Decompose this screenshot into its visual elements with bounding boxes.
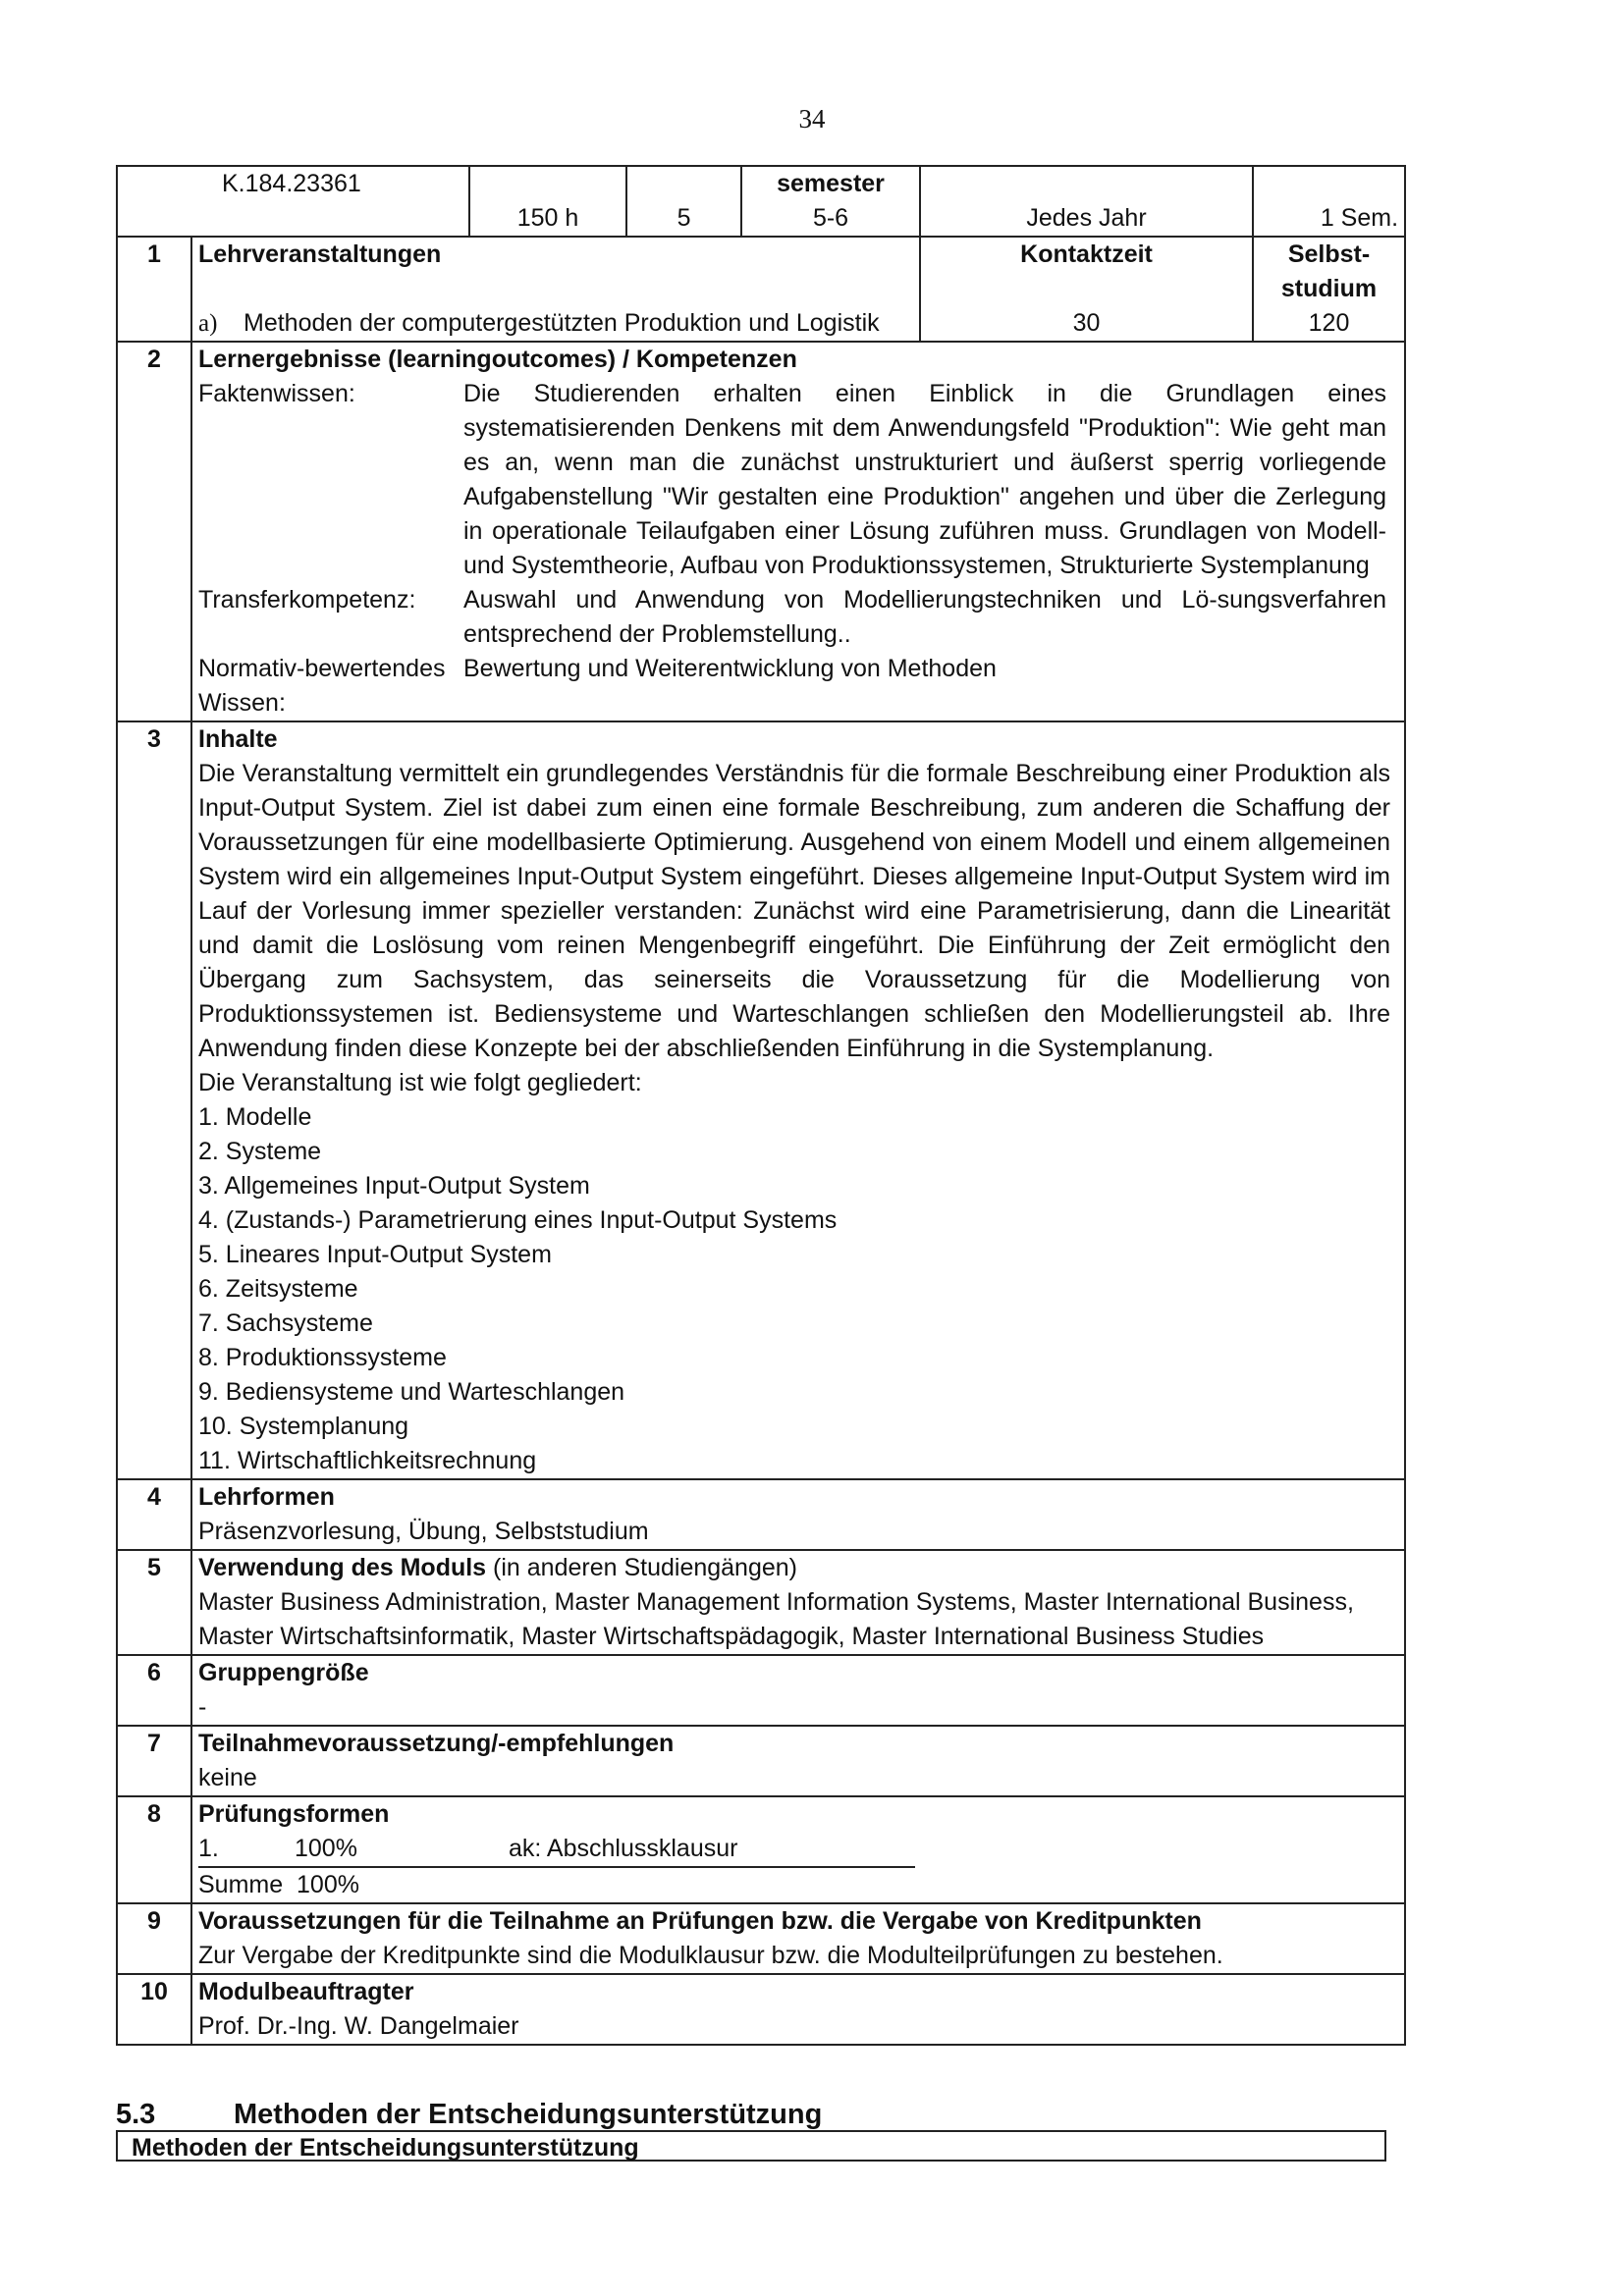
exam-item-percent: 100%: [295, 1835, 357, 1862]
module-sheet: [116, 165, 1404, 2046]
group-size-text: -: [198, 1693, 207, 1721]
row-verwendung: [117, 1550, 1405, 1655]
row-number: 1: [117, 237, 191, 342]
normative-label: Normativ-bewertendes Wissen:: [198, 655, 446, 717]
transfer-label: Transferkompetenz:: [198, 586, 416, 614]
course-line: [198, 306, 913, 341]
row-number: 10: [117, 1974, 191, 2045]
row-gruppengroesse: [117, 1655, 1405, 1726]
list-item: 7. Sachsysteme: [198, 1309, 373, 1337]
list-item: 11. Wirtschaftlichkeitsrechnung: [198, 1447, 537, 1474]
row-title: [198, 1551, 1398, 1585]
courses-cell: [191, 237, 920, 342]
normative-knowledge: [198, 652, 1386, 721]
list-item: 5. Lineares Input-Output System: [198, 1241, 552, 1268]
usage-title-suffix: (in anderen Studiengängen): [486, 1554, 798, 1581]
contents-list: [198, 1100, 1390, 1478]
exam-prereq-text: Zur Vergabe der Kreditpunkte sind die Modulklausur bzw. die Modulteilprüfungen zu bestehen.: [198, 1942, 1223, 1969]
contents-text: Die Veranstaltung vermittelt ein grundlegendes Verständnis für die formale Beschreibung einer Produktion als Input-Output System. Ziel ist dabei zum einen eine formale Beschreibung, zum anderen die Schaffung der Voraussetzungen für eine modellbasierte Optimierung. Ausgehend von einem Modell und einem allgemeinen System wird ein allgemeines Input-Output System eingeführt. Dieses allgemeine Input-Output System wird im Lauf der Vorlesung immer spezieller verstanden: Zunächst wird eine Parametrisierung, dann die Linearität und damit die Loslösung vom reinen Mengenbegriff eingeführt. Die Einführung der Zeit ermöglicht den Übergang zum Sachsystem, das seinerseits die Voraussetzung für die Modellierung von Produktionssystemen ist. Bediensysteme und Warteschlangen schließen den Modellierungsteil ab. Ihre Anwendung finden diese Konzepte bei der abschließenden Einführung in die Systemplanung.: [198, 760, 1391, 1062]
list-item: 10. Systemplanung: [198, 1413, 409, 1440]
list-item: 2. Systeme: [198, 1138, 322, 1165]
exam-sum: Summe 100%: [198, 1871, 359, 1898]
row-lehrformen: [117, 1479, 1405, 1550]
credits: 5: [626, 166, 741, 237]
list-item: 8. Produktionssysteme: [198, 1344, 447, 1371]
row-title: Modulbeauftragter: [198, 1978, 414, 2005]
module-table: [116, 165, 1406, 2046]
semester-cell: [741, 166, 920, 237]
module-title-box: Methoden der Entscheidungsunterstützung: [116, 2130, 1386, 2162]
list-item: 6. Zeitsysteme: [198, 1275, 358, 1303]
module-header-row: [117, 166, 1405, 237]
list-item: 1. Modelle: [198, 1103, 312, 1131]
course-name: Methoden der computergestützten Produktion und Logistik: [244, 309, 880, 337]
usage-cell: [191, 1550, 1405, 1655]
exam-item: [198, 1832, 915, 1868]
semester-value: 5-6: [812, 204, 849, 232]
transfer-competence: [198, 583, 1386, 652]
row-title: Teilnahmevoraussetzung/-empfehlungen: [198, 1730, 675, 1757]
row-number: 3: [117, 721, 191, 1479]
row-inhalte: [117, 721, 1405, 1479]
row-number: 2: [117, 342, 191, 721]
row-title: Lehrformen: [198, 1483, 335, 1511]
contact-label: Kontaktzeit: [1020, 240, 1153, 268]
row-number: 5: [117, 1550, 191, 1655]
row-title: Prüfungsformen: [198, 1800, 390, 1828]
row-number: 6: [117, 1655, 191, 1726]
row-title: Gruppengröße: [198, 1659, 369, 1686]
transfer-text: Auswahl und Anwendung von Modellierungstechniken und Lö-sungsverfahren entsprechend der Problemstellung..: [463, 586, 1387, 648]
section-number: 5.3: [116, 2099, 156, 2130]
contents-cell: [191, 721, 1405, 1479]
self-study-value: 120: [1308, 309, 1350, 337]
module-code: K.184.23361: [117, 166, 469, 237]
prerequisites-cell: [191, 1726, 1405, 1796]
contents-intro: Die Veranstaltung ist wie folgt gegliedert:: [198, 1069, 642, 1096]
exam-prereq-cell: [191, 1903, 1405, 1974]
frequency: Jedes Jahr: [920, 166, 1253, 237]
row-voraussetzungen-pruefung: [117, 1903, 1405, 1974]
fact-knowledge: [198, 377, 1386, 583]
section-heading: [116, 2099, 822, 2131]
list-item: 3. Allgemeines Input-Output System: [198, 1172, 590, 1200]
row-teilnahmevoraussetzung: [117, 1726, 1405, 1796]
row-title: Lernergebnisse (learningoutcomes) / Kompetenzen: [198, 346, 797, 373]
fact-label: Faktenwissen:: [198, 380, 355, 407]
page-number: 34: [798, 104, 826, 133]
fact-text: Die Studierenden erhalten einen Einblick in die Grundlagen eines systematisierenden Denkens mit dem Anwendungsfeld "Produktion": Wie geht man es an, wenn man die zunächst unstrukturiert und äußerst sperrig vorliegende Aufgabenstellung "Wir gestalten eine Produktion" angehen und über die Zerlegung in operationale Teilaufgaben einer Lösung zuführen muss. Grundlagen von Modell- und Systemtheorie, Aufbau von Produktionssystemen, Strukturierte Systemplanung: [463, 380, 1387, 579]
prerequisites-text: keine: [198, 1764, 257, 1791]
module-lead-text: Prof. Dr.-Ing. W. Dangelmaier: [198, 2012, 519, 2040]
usage-text: Master Business Administration, Master Management Information Systems, Master International Business, Master Wirtschaftsinformatik, Master Wirtschaftspädagogik, Master International Business Studies: [198, 1588, 1354, 1650]
teaching-forms-cell: [191, 1479, 1405, 1550]
normative-text: Bewertung und Weiterentwicklung von Methoden: [463, 655, 997, 682]
row-title: Voraussetzungen für die Teilnahme an Prüfungen bzw. die Vergabe von Kreditpunkten: [198, 1907, 1202, 1935]
section-title: Methoden der Entscheidungsunterstützung: [234, 2099, 823, 2130]
module-lead-cell: [191, 1974, 1405, 2045]
row-number: 4: [117, 1479, 191, 1550]
teaching-forms-text: Präsenzvorlesung, Übung, Selbststudium: [198, 1518, 649, 1545]
row-number: 7: [117, 1726, 191, 1796]
contact-value: 30: [1072, 309, 1101, 337]
row-title: Lehrveranstaltungen: [198, 240, 442, 268]
usage-title: Verwendung des Moduls: [198, 1554, 487, 1581]
duration: 1 Sem.: [1253, 166, 1405, 237]
row-number: 8: [117, 1796, 191, 1903]
row-pruefungsformen: [117, 1796, 1405, 1903]
semester-label: semester: [777, 170, 885, 197]
self-study-cell: [1253, 237, 1405, 342]
row-title: Inhalte: [198, 725, 278, 753]
exam-item-number: 1.: [198, 1835, 219, 1862]
contact-cell: [920, 237, 1253, 342]
row-lehrveranstaltungen: [117, 237, 1405, 342]
workload: 150 h: [469, 166, 626, 237]
row-number: 9: [117, 1903, 191, 1974]
course-marker: a): [198, 310, 218, 337]
exam-forms-cell: [191, 1796, 1405, 1903]
group-size-cell: [191, 1655, 1405, 1726]
row-lernergebnisse: [117, 342, 1405, 721]
outcomes-cell: [191, 342, 1405, 721]
row-modulbeauftragter: [117, 1974, 1405, 2045]
self-study-label: Selbst-studium: [1280, 240, 1378, 302]
exam-item-description: ak: Abschlussklausur: [509, 1835, 738, 1862]
list-item: 4. (Zustands-) Parametrierung eines Input-Output Systems: [198, 1206, 838, 1234]
list-item: 9. Bediensysteme und Warteschlangen: [198, 1378, 625, 1406]
